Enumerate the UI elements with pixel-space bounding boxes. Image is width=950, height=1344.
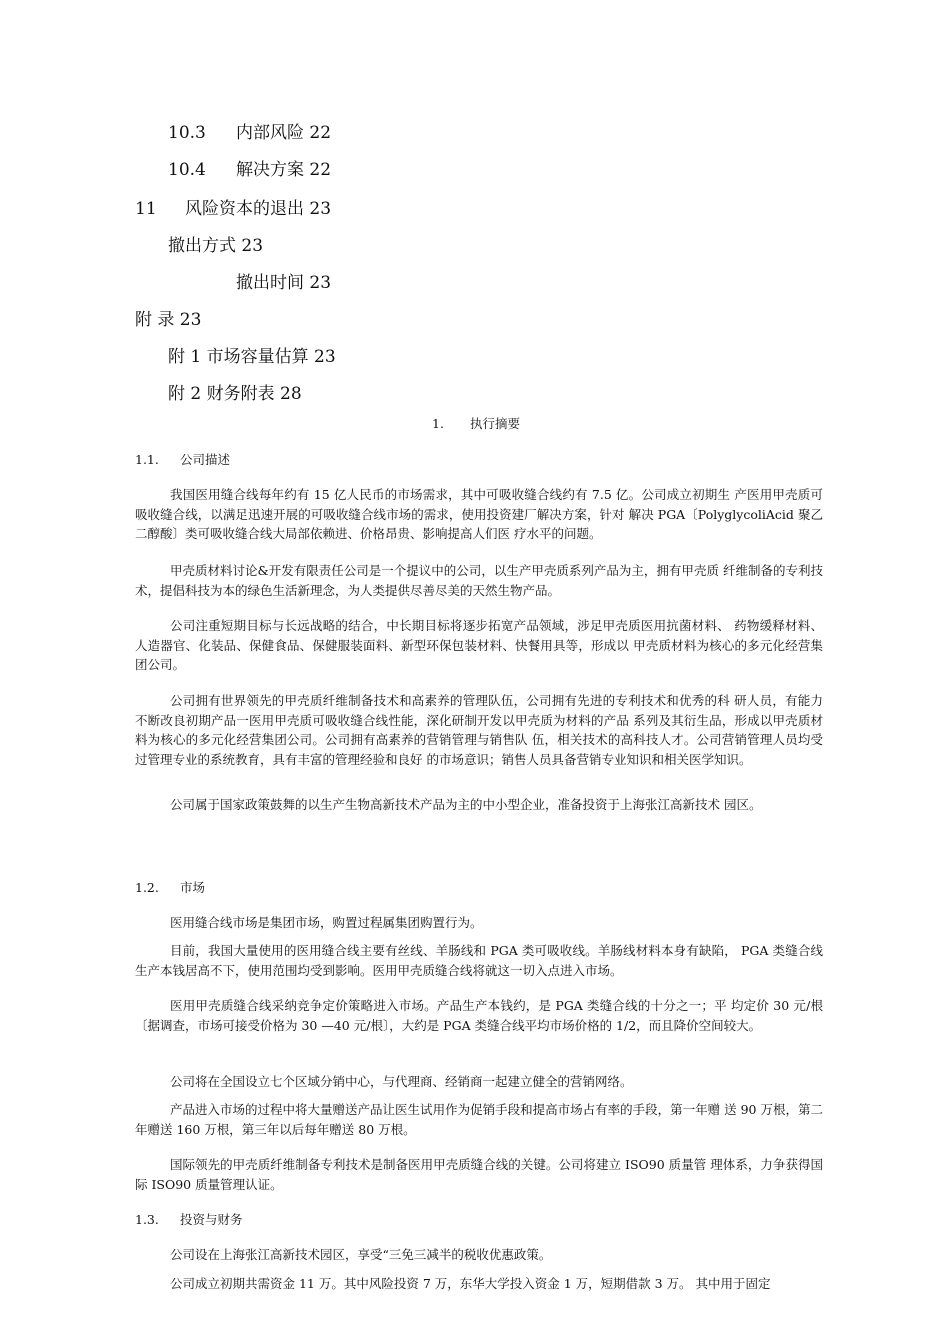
section-title: 投资与财务 <box>180 1212 243 1227</box>
toc-entry-number: 10.4 <box>168 160 206 180</box>
paragraph: 医用缝合线市场是集团市场，购置过程属集团购置行为。 <box>170 915 483 930</box>
chapter-title: 执行摘要 <box>470 416 521 431</box>
section-heading-1-1 <box>135 450 230 468</box>
toc-entry-text: 撤出方式 23 <box>168 236 264 256</box>
chapter-number: 1. <box>432 416 444 431</box>
section-number: 1.3. <box>135 1212 159 1227</box>
section-heading-1-3 <box>135 1210 243 1228</box>
paragraph: 医用甲壳质缝合线采纳竞争定价策略进入市场。产品生产本钱约，是 PGA 类缝合线的十分之一；平 均定价 30 元/根〔据调查，市场可接受价格为 30 —40 元/根〕，大约是 PGA 类缝合线平均市场价格的 1/2，而且降价空间较大。 <box>135 998 823 1033</box>
toc-entry-number: 10.3 <box>168 123 206 143</box>
toc-entry-appendix-2 <box>168 379 302 404</box>
toc-entry-appendix <box>135 305 201 330</box>
toc-entry-appendix-1 <box>168 342 336 367</box>
section-title: 公司描述 <box>180 452 231 467</box>
section-title: 市场 <box>180 880 206 895</box>
paragraph: 公司拥有世界领先的甲壳质纤维制备技术和高素养的管理队伍，公司拥有先进的专利技术和优秀的科 研人员，有能力不断改良初期产品一医用甲壳质可吸收缝合线性能，深化研制开发以甲壳质为材料的产品 系列及其衍生品，形成以甲壳质材料为核心的多元化经营集团公司。公司拥有高素养的营销管理与销售队 伍，相关技术的高科技人才。公司营销管理人员均受过管理专业的系统教育，具有丰富的管理经验和良好 的市场意识；销售人员具备营销专业知识和相关医学知识。 <box>135 693 823 767</box>
toc-entry-10-3 <box>168 118 331 143</box>
toc-entry-text: 附 1 市场容量估算 23 <box>168 347 336 367</box>
paragraph: 公司成立初期共需资金 11 万。其中风险投资 7 万，东华大学投入资金 1 万，短期借款 3 万。 其中用于固定 <box>170 1276 771 1291</box>
toc-entry-11 <box>135 194 331 219</box>
toc-entry-exit-time <box>236 268 331 293</box>
section-number: 1.2. <box>135 880 159 895</box>
paragraph: 产品进入市场的过程中将大量赠送产品让医生试用作为促销手段和提高市场占有率的手段，第一年赠 送 90 万根，第二年赠送 160 万根，第三年以后每年赠送 80 万根。 <box>135 1102 823 1137</box>
section-heading-1-2 <box>135 878 205 896</box>
toc-entry-text: 风险资本的退出 23 <box>185 199 332 219</box>
toc-entry-text: 附 2 财务附表 28 <box>168 384 302 404</box>
toc-entry-10-4 <box>168 155 331 180</box>
paragraph: 公司注重短期目标与长远战略的结合，中长期目标将逐步拓宽产品领域，涉足甲壳质医用抗菌材料、 药物缓释材料、人造器官、化装品、保健食品、保健服装面料、新型环保包装材料、快餐用具等，形成以 甲壳质材料为核心的多元化经营集团公司。 <box>135 618 823 672</box>
paragraph: 公司将在全国设立七个区域分销中心，与代理商、经销商一起建立健全的营销网络。 <box>170 1074 633 1089</box>
toc-entry-text: 撤出时间 23 <box>236 273 332 293</box>
toc-entry-exit-method <box>168 231 263 256</box>
paragraph: 我国医用缝合线每年约有 15 亿人民币的市场需求，其中可吸收缝合线约有 7.5 亿。公司成立初期生 产医用甲壳质可吸收缝合线，以满足迅速开展的可吸收缝合线市场的需求，使用投资建厂解决方案，针对 解决 PGA〔PolyglycoliAcid 聚乙二醇酸〕类可吸收缝合线大局部依赖进、价格昂贵、影响提高人们医 疗水平的问题。 <box>135 487 823 541</box>
paragraph: 公司设在上海张江高新技术园区，享受“三免三减半的税收优惠政策。 <box>170 1247 552 1262</box>
paragraph: 公司属于国家政策鼓舞的以生产生物高新技术产品为主的中小型企业，准备投资于上海张江高新技术 园区。 <box>170 797 762 812</box>
paragraph: 国际领先的甲壳质纤维制备专利技术是制备医用甲壳质缝合线的关键。公司将建立 ISO90 质量管 理体系，力争获得国际 ISO90 质量管理认证。 <box>135 1157 823 1192</box>
toc-entry-text: 内部风险 22 <box>236 123 332 143</box>
paragraph: 目前，我国大量使用的医用缝合线主要有丝线、羊肠线和 PGA 类可吸收线。羊肠线材料本身有缺陷， PGA 类缝合线生产本钱居高不下，使用范围均受到影响。医用甲壳质缝合线将就这一切入点进入市场。 <box>135 943 823 978</box>
toc-entry-text: 解决方案 22 <box>236 160 332 180</box>
section-number: 1.1. <box>135 452 159 467</box>
toc-entry-text: 附 录 23 <box>135 310 202 330</box>
paragraph: 甲壳质材料讨论&开发有限责任公司是一个提议中的公司，以生产甲壳质系列产品为主，拥有甲壳质 纤维制备的专利技术，提倡科技为本的绿色生活新理念，为人类提供尽善尽美的天然生物产品。 <box>135 563 823 598</box>
chapter-heading <box>432 414 520 432</box>
toc-entry-number: 11 <box>135 199 157 219</box>
